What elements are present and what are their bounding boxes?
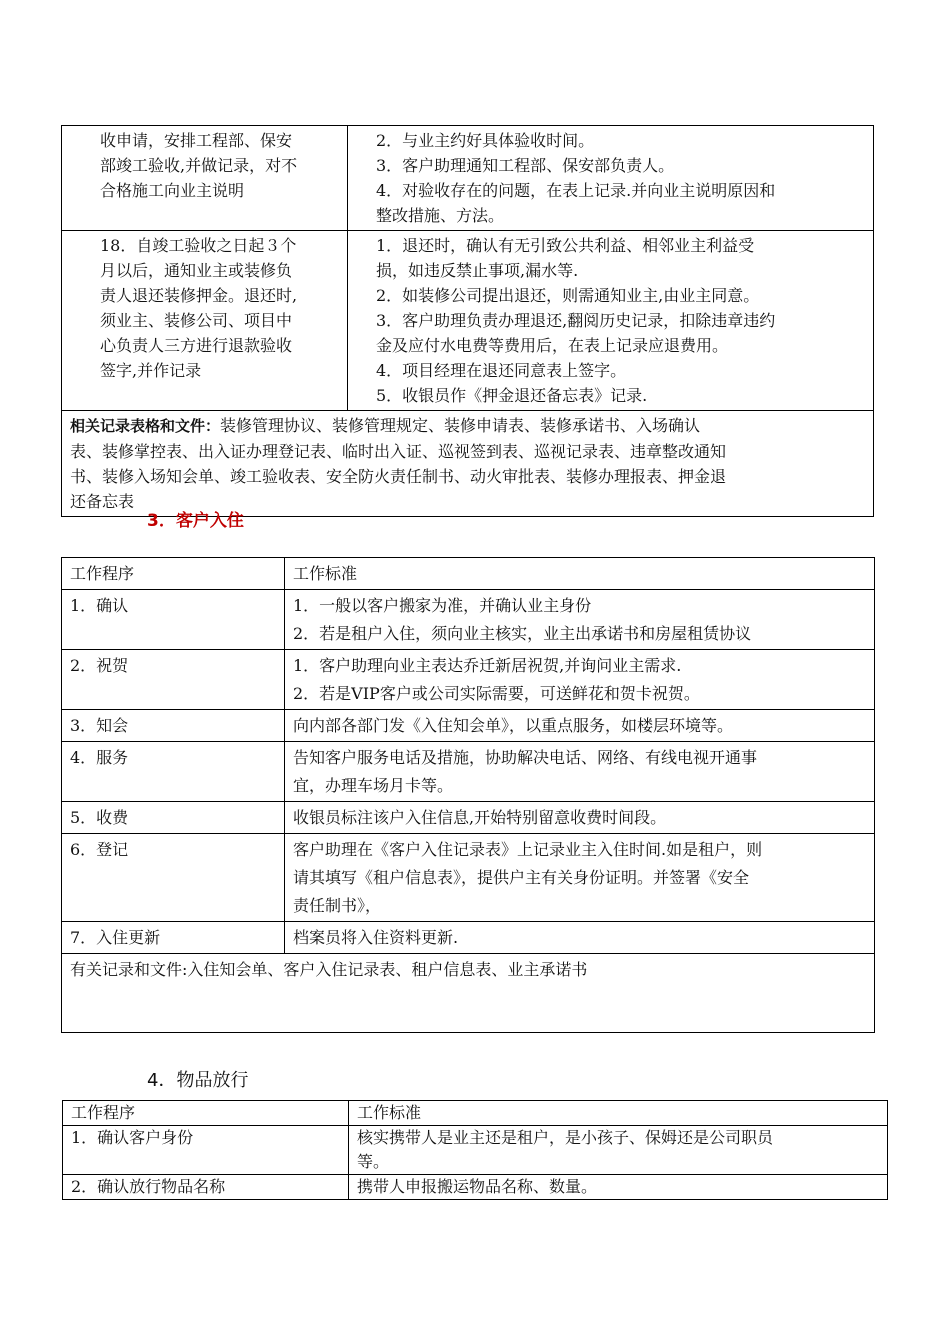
step-cell: 5．收费 (62, 802, 285, 834)
standard-cell: 告知客户服务电话及措施，协助解决电话、网络、有线电视开通事 宜，办理车场月卡等。 (285, 742, 875, 802)
step-cell: 4．服务 (62, 742, 285, 802)
standard-cell: 核实携带人是业主还是租户，是小孩子、保姆还是公司职员 等。 (349, 1126, 888, 1175)
item-release-table (62, 1100, 888, 1200)
related-documents-label: 相关记录表格和文件： (70, 417, 221, 435)
step-cell: 7．入住更新 (62, 922, 285, 954)
table-row (62, 231, 874, 411)
table-row (62, 650, 875, 710)
column-header: 工作标准 (349, 1101, 888, 1126)
table-row (63, 1126, 888, 1175)
column-header: 工作程序 (63, 1101, 349, 1126)
standard-cell: 携带人申报搬运物品名称、数量。 (349, 1175, 888, 1200)
table-row (62, 126, 874, 231)
step-cell: 3．知会 (62, 710, 285, 742)
column-header: 工作标准 (285, 558, 875, 590)
table-row (62, 742, 875, 802)
notes-row (62, 411, 874, 517)
table-row (62, 802, 875, 834)
table-header-row (63, 1101, 888, 1126)
procedure-cell: 收申请，安排工程部、保安 部竣工验收,并做记录，对不 合格施工向业主说明 (62, 126, 348, 231)
table-row (62, 590, 875, 650)
section-title-item-release: 4．物品放行 (147, 1070, 249, 1091)
standard-cell: 收银员标注该户入住信息,开始特别留意收费时间段。 (285, 802, 875, 834)
step-cell: 1．确认 (62, 590, 285, 650)
step-cell: 6．登记 (62, 834, 285, 922)
check-in-table (61, 557, 875, 1033)
procedure-cell: 18．自竣工验收之日起３个 月以后，通知业主或装修负 责人退还装修押金。退还时, 须业主、装修公司、项目中 心负责人三方进行退款验收 签字,并作记录 (62, 231, 348, 411)
renovation-procedure-table (61, 125, 874, 517)
step-cell: 1．确认客户身份 (63, 1126, 349, 1175)
standard-cell: 档案员将入住资料更新. (285, 922, 875, 954)
table-row (62, 834, 875, 922)
standard-cell: 客户助理在《客户入住记录表》上记录业主入住时间.如是租户，则 请其填写《租户信息表》，提供户主有关身份证明。并签署《安全 责任制书》， (285, 834, 875, 922)
table-row (62, 922, 875, 954)
standard-cell: 1．退还时，确认有无引致公共利益、相邻业主利益受 损，如违反禁止事项,漏水等. 2．如装修公司提出退还，则需通知业主,由业主同意。 3．客户助理负责办理退还,翻阅历史记录，扣除违章违约 金及应付水电费等费用后，在表上记录应退费用。 4．项目经理在退还同意表上签字。 5．收银员作《押金退还备忘表》记录. (348, 231, 874, 411)
standard-cell: 1．客户助理向业主表达乔迁新居祝贺,并询问业主需求. 2．若是VIP客户或公司实际需要，可送鲜花和贺卡祝贺。 (285, 650, 875, 710)
related-documents-cell: 相关记录表格和文件：装修管理协议、装修管理规定、装修申请表、装修承诺书、入场确认 表、装修掌控表、出入证办理登记表、临时出入证、巡视签到表、巡视记录表、违章整改通知 书、装修入场知会单、竣工验收表、安全防火责任制书、动火审批表、装修办理报表、押金退 还备忘表 (62, 411, 874, 517)
notes-row (62, 954, 875, 1033)
table-row (63, 1175, 888, 1200)
related-documents-cell: 有关记录和文件:入住知会单、客户入住记录表、租户信息表、业主承诺书 (62, 954, 875, 1033)
step-cell: 2．祝贺 (62, 650, 285, 710)
table-row (62, 710, 875, 742)
column-header: 工作程序 (62, 558, 285, 590)
standard-cell: 2．与业主约好具体验收时间。 3．客户助理通知工程部、保安部负责人。 4．对验收存在的问题，在表上记录.并向业主说明原因和 整改措施、方法。 (348, 126, 874, 231)
table-header-row (62, 558, 875, 590)
step-cell: 2．确认放行物品名称 (63, 1175, 349, 1200)
section-title-check-in: 3．客户入住 (147, 511, 244, 531)
standard-cell: 1．一般以客户搬家为准，并确认业主身份 2．若是租户入住，须向业主核实，业主出承诺书和房屋租赁协议 (285, 590, 875, 650)
standard-cell: 向内部各部门发《入住知会单》，以重点服务，如楼层环境等。 (285, 710, 875, 742)
